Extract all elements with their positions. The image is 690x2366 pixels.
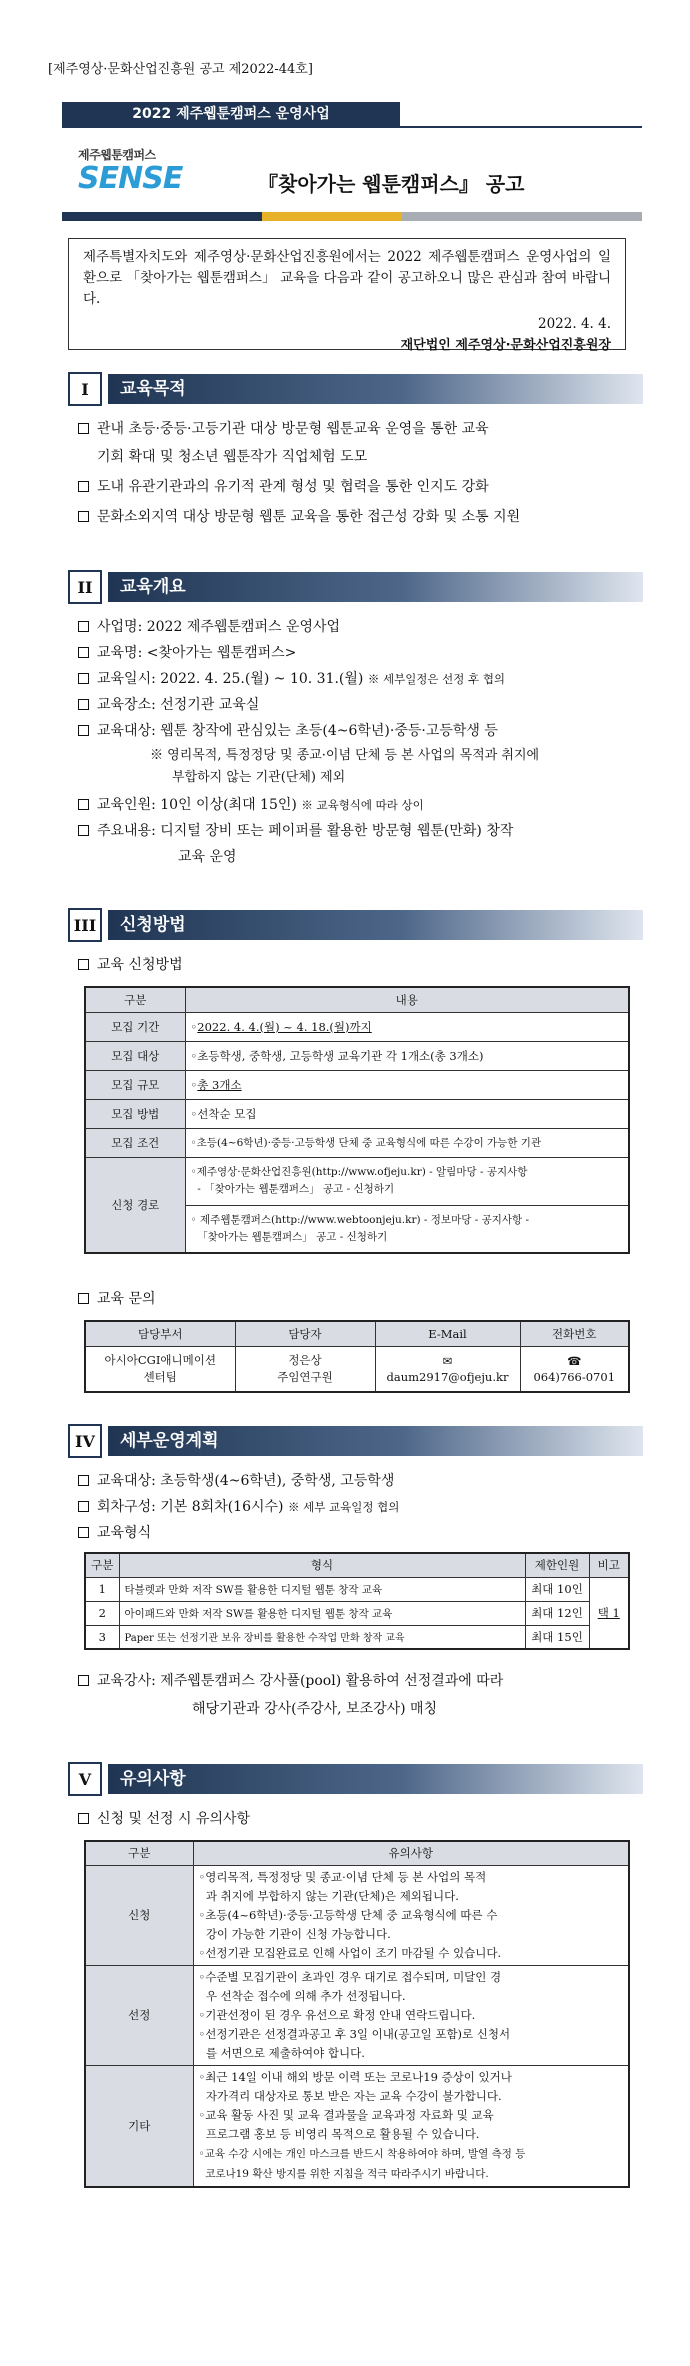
checkbox-icon: [78, 423, 89, 434]
list-item: 문화소외지역 대상 방문형 웹툰 교육을 통한 접근성 강화 및 소통 지원: [78, 506, 520, 528]
table-header: 구분: [85, 1841, 193, 1865]
table-row: 1 타블렛과 만화 저작 SW를 활용한 디지털 웹툰 창작 교육 최대 10인 택 1: [85, 1577, 629, 1601]
checkbox-icon: [78, 481, 89, 492]
stripe-gold: [262, 212, 402, 221]
section-4-header: [68, 1424, 643, 1458]
contact-table: [84, 1320, 630, 1393]
list-item: 교육대상: 웹툰 창작에 관심있는 초등(4~6학년)·중등·고등학생 등: [78, 720, 498, 742]
section-5-header: [68, 1762, 643, 1796]
logo: [78, 146, 188, 195]
checkbox-icon: [78, 647, 89, 658]
section-title: 세부운영계획: [108, 1426, 643, 1456]
email-link[interactable]: daum2917@ofjeju.kr: [386, 1369, 509, 1384]
table-header: 제한인원: [525, 1553, 589, 1577]
table-row: 2 아이패드와 만화 저작 SW를 활용한 디지털 웹툰 창작 교육 최대 12인: [85, 1601, 629, 1625]
page-title: 『찾아가는 웹툰캠퍼스』 공고: [258, 172, 525, 196]
table-header: 내용: [185, 987, 629, 1012]
table-header: 구분: [85, 1553, 119, 1577]
list-item: 교육대상: 초등학생(4~6학년), 중학생, 고등학생: [78, 1470, 394, 1492]
section-number: I: [68, 372, 102, 406]
intro-organization: 재단법인 제주영상·문화산업진흥원장: [400, 338, 611, 353]
phone-icon: ☎: [567, 1353, 582, 1368]
checkbox-icon: [78, 1675, 89, 1686]
checkbox-icon: [78, 673, 89, 684]
checkbox-icon: [78, 959, 89, 970]
table-row: 3 Paper 또는 선정기관 보유 장비를 활용한 수작업 만화 창작 교육 최대 15인: [85, 1625, 629, 1649]
format-table: [84, 1552, 630, 1650]
project-bar: 2022 제주웹툰캠퍼스 운영사업: [62, 102, 400, 126]
route-link[interactable]: 제주영상·문화산업진흥원(http://www.ofjeju.kr) - 알림마당 - 공지사항: [196, 1166, 528, 1178]
table-header: 전화번호: [520, 1321, 629, 1346]
table-row: 신청 경로 ◦제주영상·문화산업진흥원(http://www.ofjeju.kr) - 알림마당 - 공지사항 - 「찾아가는 웹툰캠퍼스」 공고 - 신청하기: [85, 1157, 629, 1205]
list-item: 교육인원: 10인 이상(최대 15인) ※ 교육형식에 따라 상이: [78, 794, 424, 816]
list-item: 교육 문의: [78, 1288, 156, 1310]
table-header: 담당부서: [85, 1321, 235, 1346]
intro-text: 제주특별자치도와 제주영상·문화산업진흥원에서는 2022 제주웹툰캠퍼스 운영사업의 일환으로 「찾아가는 웹툰캠퍼스」 교육을 다음과 같이 공고하오니 많은 관심과 참여 바랍니다.: [83, 249, 611, 307]
item-note: ※ 세부 교육일정 협의: [287, 1500, 400, 1514]
sub-note: ※ 영리목적, 특정정당 및 종교·이념 단체 등 본 사업의 목적과 취지에: [150, 748, 540, 763]
list-item: 교육장소: 선정기관 교육실: [78, 694, 259, 716]
list-item: 관내 초등·중등·고등기관 대상 방문형 웹툰교육 운영을 통한 교육: [78, 418, 489, 440]
checkbox-icon: [78, 1501, 89, 1512]
checkbox-icon: [78, 1475, 89, 1486]
list-item: 주요내용: 디지털 장비 또는 페이퍼를 활용한 방문형 웹툰(만화) 창작: [78, 820, 513, 842]
table-header: 형식: [119, 1553, 525, 1577]
list-item: 교육일시: 2022. 4. 25.(월) ~ 10. 31.(월) ※ 세부일정은 선정 후 협의: [78, 668, 505, 690]
table-row: 모집 규모 ◦총 3개소: [85, 1070, 629, 1099]
list-item: 교육강사: 제주웹툰캠퍼스 강사풀(pool) 활용하여 선정결과에 따라: [78, 1670, 503, 1692]
table-header: 유의사항: [193, 1841, 629, 1865]
section-3-header: [68, 908, 643, 942]
section-number: IV: [68, 1424, 102, 1458]
checkbox-icon: [78, 1293, 89, 1304]
list-item: 회차구성: 기본 8회차(16시수) ※ 세부 교육일정 협의: [78, 1496, 399, 1518]
section-title: 유의사항: [108, 1764, 643, 1794]
route-link[interactable]: 제주웹툰캠퍼스(http://www.webtoonjeju.kr) - 정보마당 - 공지사항 -: [200, 1213, 530, 1226]
list-item-cont: 교육 운영: [178, 849, 237, 865]
intro-date: 2022. 4. 4.: [538, 316, 611, 332]
list-item: 신청 및 선정 시 유의사항: [78, 1808, 250, 1830]
checkbox-icon: [78, 725, 89, 736]
table-row: 모집 기간 ◦2022. 4. 4.(월) ~ 4. 18.(월)까지: [85, 1012, 629, 1041]
checkbox-icon: [78, 1527, 89, 1538]
section-title: 교육개요: [108, 572, 643, 602]
table-row: 모집 방법 ◦선착순 모집: [85, 1099, 629, 1128]
section-number: V: [68, 1762, 102, 1796]
logo-wordmark: SENSE: [78, 161, 183, 196]
section-number: II: [68, 570, 102, 604]
section-title: 교육목적: [108, 374, 643, 404]
section-2-header: [68, 570, 643, 604]
table-row: 아시아CGI애니메이션 센터팀 정은상 주임연구원 ✉ daum2917@ofjeju.kr ☎ 064)766-0701: [85, 1346, 629, 1392]
list-item-cont: 기회 확대 및 청소년 웹툰작가 직업체험 도모: [97, 449, 368, 465]
list-item: 사업명: 2022 제주웹툰캠퍼스 운영사업: [78, 616, 340, 638]
section-1-header: [68, 372, 643, 406]
table-header: 담당자: [235, 1321, 375, 1346]
table-row: 신청 ◦영리목적, 특정정당 및 종교·이념 단체 등 본 사업의 목적 과 취지에 부합하지 않는 기관(단체)은 제외됩니다. ◦초등(4~6학년)·중등·고등학생 단체 중 교육형식에 따른 수 강이 가능한 기관이 신청 가능합니다. ◦선정기관 모집완료로 인해 사업이 조기 마감될 수 있습니다.: [85, 1865, 629, 1965]
table-header: 비고: [589, 1553, 629, 1577]
table-header: E-Mail: [375, 1321, 520, 1346]
header-divider: [62, 126, 642, 128]
checkbox-icon: [78, 511, 89, 522]
checkbox-icon: [78, 825, 89, 836]
mail-icon: ✉: [442, 1353, 453, 1368]
checkbox-icon: [78, 621, 89, 632]
section-number: III: [68, 908, 102, 942]
table-row: 기타 ◦최근 14일 이내 해외 방문 이력 또는 코로나19 증상이 있거나 자가격리 대상자로 통보 받은 자는 교육 수강이 불가합니다. ◦교육 활동 사진 및 교육 결과물을 교육과정 자료화 및 교육 프로그램 홍보 등 비영리 목적으로 활용될 수 있습니다. ◦교육 수강 시에는 개인 마스크를 반드시 착용하여야 하며, 발열 측정 등 코로나19 확산 방지를 위한 지침을 적극 따라주시기 바랍니다.: [85, 2065, 629, 2187]
list-item: 교육명: <찾아가는 웹툰캠퍼스>: [78, 642, 296, 664]
list-item: 교육형식: [78, 1522, 151, 1544]
table-row: ◦ 제주웹툰캠퍼스(http://www.webtoonjeju.kr) - 정보마당 - 공지사항 - 「찾아가는 웹툰캠퍼스」 공고 - 신청하기: [85, 1205, 629, 1253]
application-table: [84, 986, 630, 1254]
checkbox-icon: [78, 1813, 89, 1824]
sub-note-cont: 부합하지 않는 기관(단체) 제외: [172, 770, 346, 785]
intro-box: [68, 238, 626, 353]
table-row: 모집 조건 ◦초등(4~6학년)·중등·고등학생 단체 중 교육형식에 따른 수강이 가능한 기관: [85, 1128, 629, 1157]
caution-table: [84, 1840, 630, 2188]
checkbox-icon: [78, 699, 89, 710]
color-stripe: [62, 212, 642, 221]
item-note: ※ 세부일정은 선정 후 협의: [367, 672, 506, 686]
table-row: 모집 대상 ◦초등학생, 중학생, 고등학생 교육기관 각 1개소(총 3개소): [85, 1041, 629, 1070]
document-number: [제주영상·문화산업진흥원 공고 제2022-44호]: [48, 62, 313, 77]
list-item-cont: 해당기관과 강사(주강사, 보조강사) 매칭: [192, 1701, 438, 1717]
table-header: 구분: [85, 987, 185, 1012]
table-row: 선정 ◦수준별 모집기관이 초과인 경우 대기로 접수되며, 미달인 경 우 선착순 접수에 의해 추가 선정됩니다. ◦기관선정이 된 경우 유선으로 확정 안내 연락드립니다. ◦선정기관은 선정결과공고 후 3일 이내(공고일 포함)로 신청서 를 서면으로 제출하여야 합니다.: [85, 1965, 629, 2065]
stripe-gray: [402, 212, 642, 221]
item-note: ※ 교육형식에 따라 상이: [301, 798, 424, 812]
checkbox-icon: [78, 799, 89, 810]
logo-subtitle: 제주웹툰캠퍼스: [78, 148, 156, 162]
section-title: 신청방법: [108, 910, 643, 940]
list-item: 도내 유관기관과의 유기적 관계 형성 및 협력을 통한 인지도 강화: [78, 476, 489, 498]
list-item: 교육 신청방법: [78, 954, 183, 976]
stripe-navy: [62, 212, 262, 221]
